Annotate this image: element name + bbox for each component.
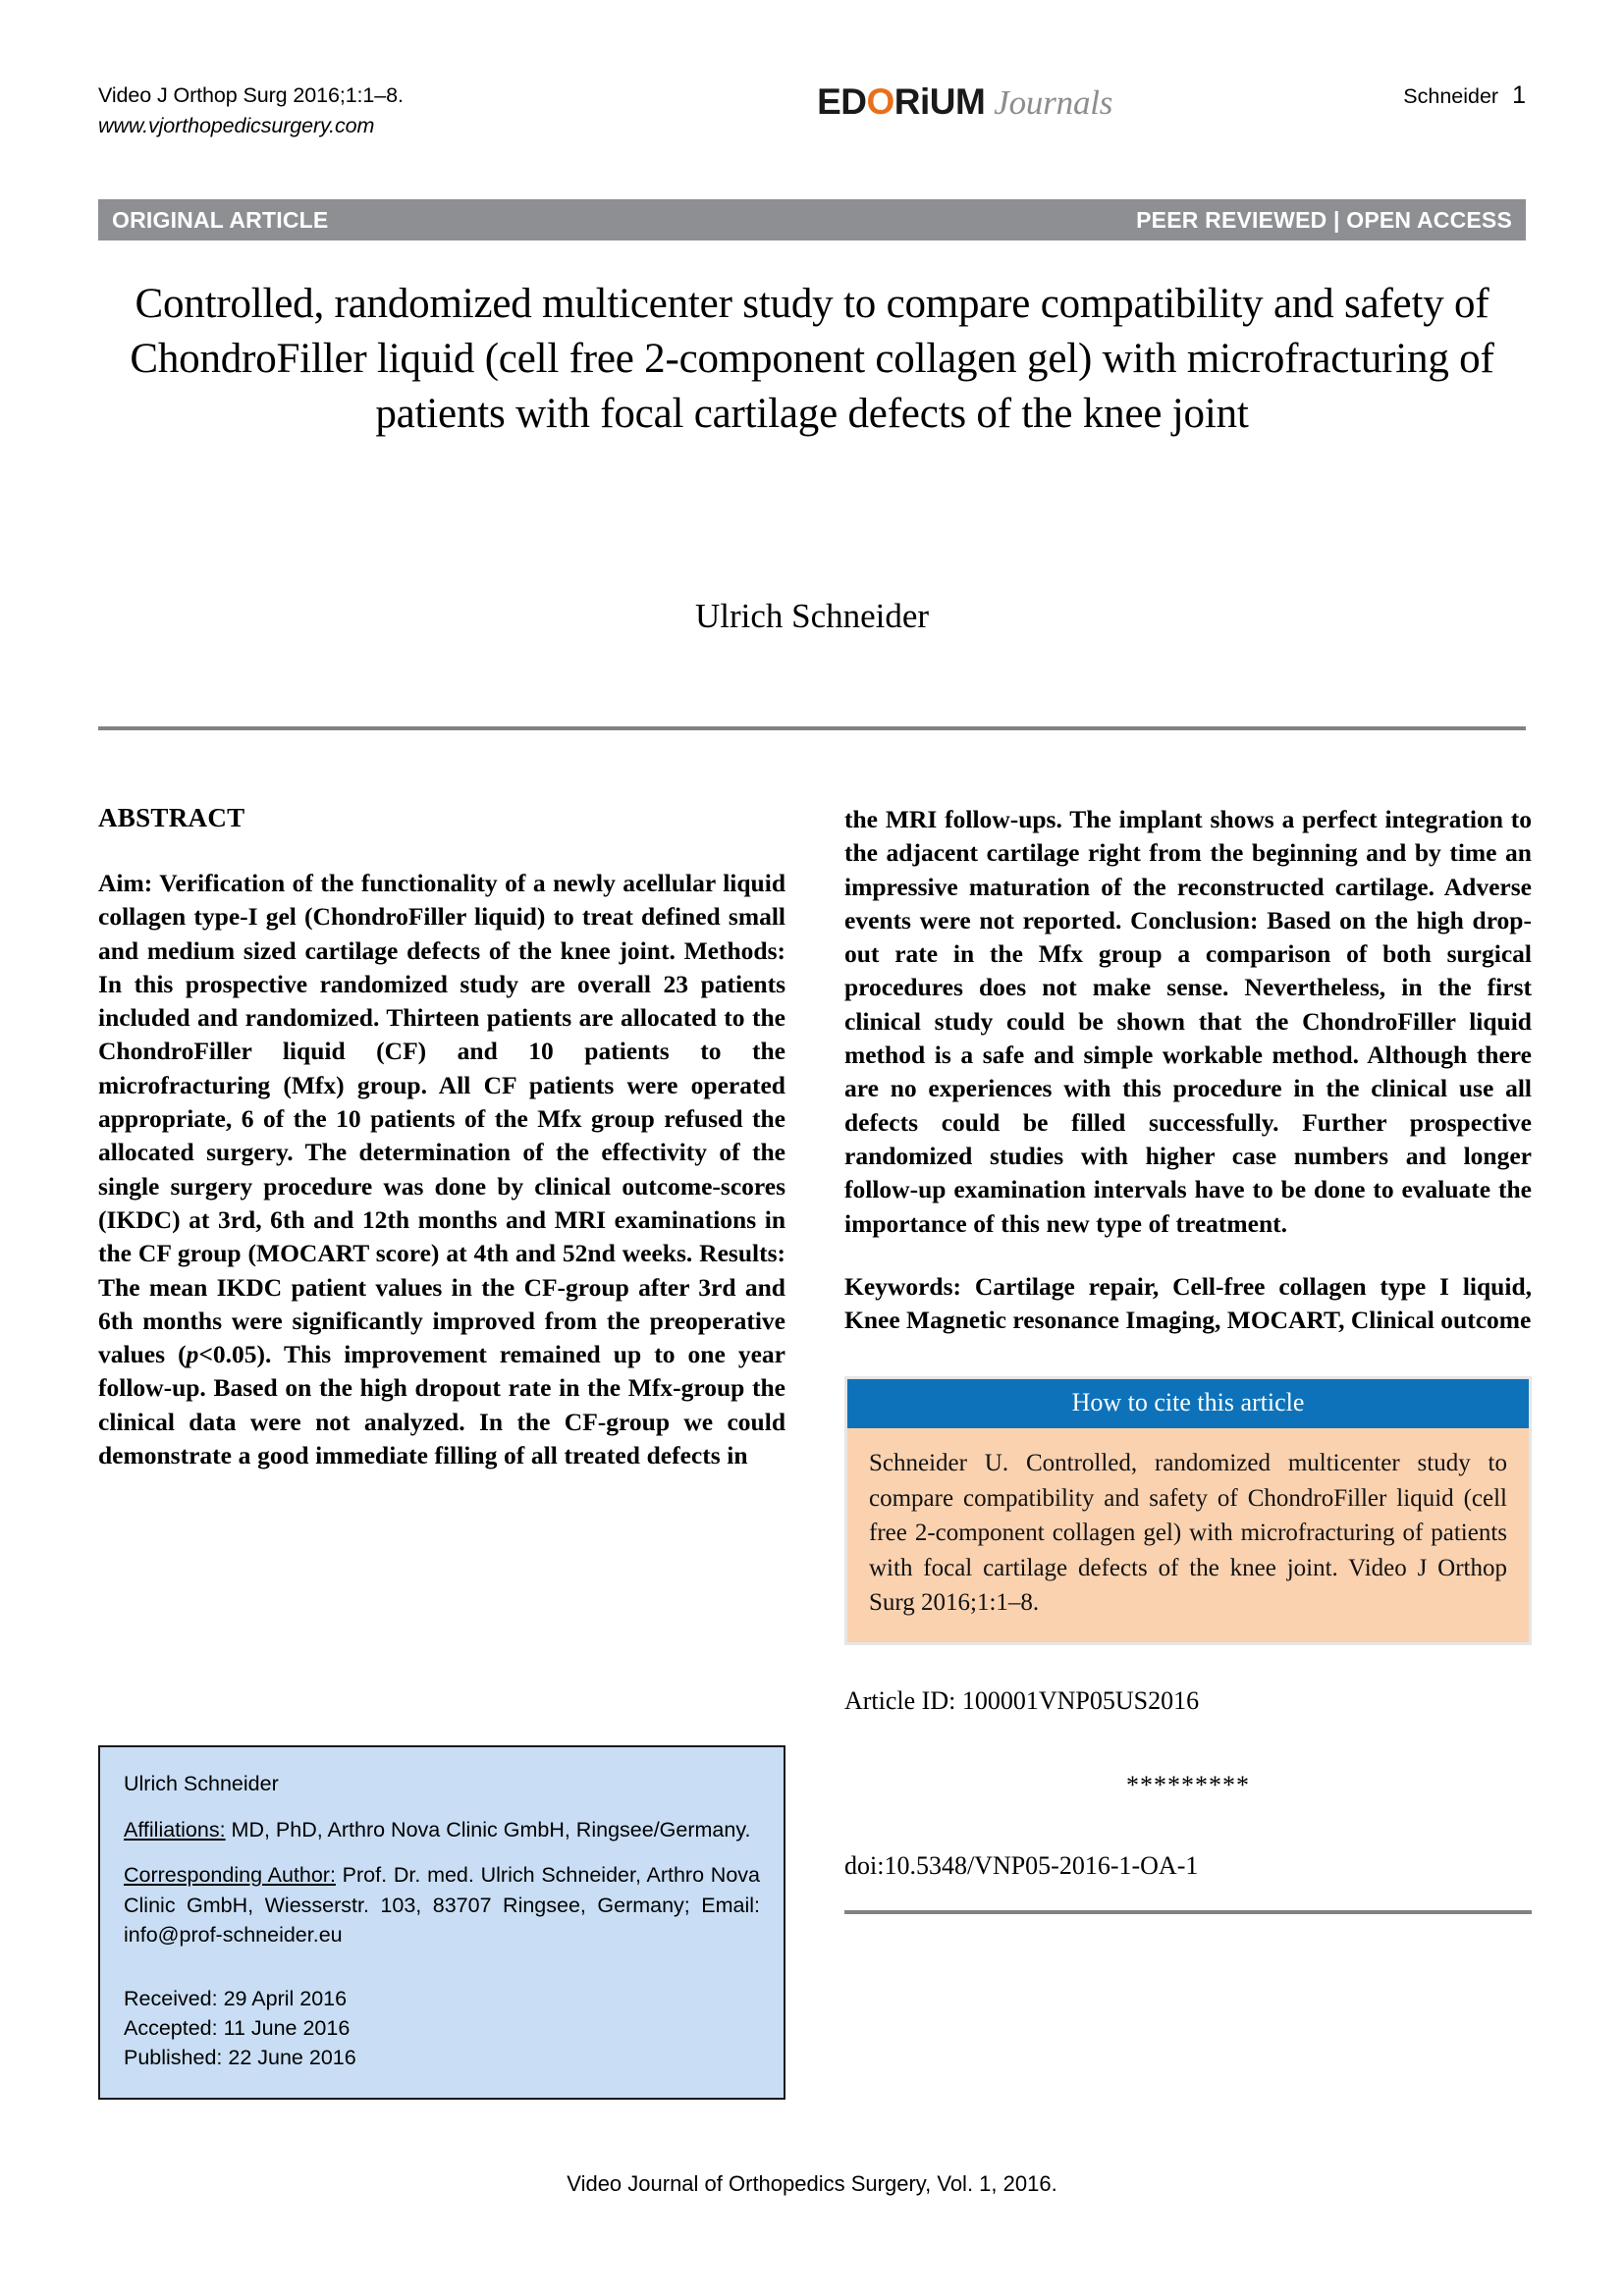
- logo-journals-text: Journals: [994, 83, 1113, 122]
- abstract-text-left: [98, 867, 785, 1472]
- abstract-text-right: the MRI follow-ups. The implant shows a perfect integration to the adjacent cartilage right from the beginning and by time an impressive maturation of the reconstructed cartilage. Adverse events were not reported. Conclusion: Based on the high drop-out rate in the Mfx group a comparison of both surgical procedures does not make sense. Nevertheless, in the first clinical study could be shown that the ChondroFiller liquid method is a safe and simple workable method. Although there are no experiences with this procedure in the clinical use all defects could be filled successfully. Further prospective randomized studies with higher case numbers and longer follow-up examination intervals have to be done to evaluate the importance of this new type of treatment.: [844, 805, 1532, 1238]
- running-head-left: [98, 80, 550, 140]
- corresponding-author-label: Corresponding Author:: [124, 1863, 336, 1888]
- affiliations-value: MD, PhD, Arthro Nova Clinic GmbH, Ringsee/Germany.: [225, 1817, 751, 1842]
- article-type-banner: [98, 199, 1526, 240]
- author-box-name: Ulrich Schneider: [124, 1772, 279, 1795]
- edorium-journals-logo: [817, 81, 1112, 123]
- abstract-part-1: Aim: Verification of the functionality of a newly acellular liquid collagen type-I gel (ChondroFiller liquid) to treat defined small and medium sized cartilage defects of the knee joint. Methods: In this prospective randomized study are overall 23 patients included and randomized. Thirteen patients are allocated to the ChondroFiller liquid (CF) and 10 patients to the microfracturing (Mfx) group. All CF patients were operated appropriate, 6 of the 10 patients of the Mfx group refused the allocated surgery. The determination of the effectivity of the single surgery procedure was done by clinical outcome-scores (IKDC) at 3rd, 6th and 12th months and MRI examinations in the CF group (MOCART score) at 4th and 52nd weeks. Results: The mean IKDC patient values in the CF-group after 3rd and 6th months were significantly improved from the preoperative values (: [98, 869, 785, 1369]
- asterisk-separator: *********: [1126, 1770, 1250, 1799]
- doi-text[interactable]: [844, 1851, 1532, 1881]
- header-divider-rule: [98, 726, 1526, 730]
- abstract-column-right: [844, 803, 1532, 1914]
- article-author: Ulrich Schneider: [694, 597, 930, 635]
- journal-citation-line: Video J Orthop Surg 2016;1:1–8.: [98, 83, 404, 107]
- author-box-corresponding: [124, 1860, 760, 1950]
- author-info-box: [98, 1745, 785, 2100]
- logo-accent-letter: O: [866, 81, 894, 122]
- how-to-cite-box: [844, 1376, 1532, 1645]
- logo-wordmark: [817, 81, 985, 123]
- author-box-affiliations: [124, 1815, 760, 1845]
- banner-access-status: PEER REVIEWED | OPEN ACCESS: [1136, 206, 1512, 233]
- affiliations-label: Affiliations:: [124, 1817, 226, 1842]
- logo-text-before: ED: [817, 81, 867, 122]
- date-received: Received: 29 April 2016: [124, 1986, 348, 2010]
- footer-divider-rule: [844, 1910, 1532, 1914]
- banner-article-type: ORIGINAL ARTICLE: [112, 206, 329, 233]
- running-head-right: [1403, 81, 1526, 110]
- running-head-author: Schneider: [1403, 84, 1499, 108]
- page-number: 1: [1512, 81, 1526, 109]
- publication-dates: [124, 1984, 760, 2072]
- date-accepted: Accepted: 11 June 2016: [124, 2015, 351, 2040]
- doi-label: doi:10.5348/VNP05-2016-1-OA-1: [844, 1850, 1199, 1880]
- journal-website: www.vjorthopedicsurgery.com: [98, 113, 375, 137]
- abstract-p-value-italic: p: [186, 1340, 199, 1369]
- article-id: Article ID: 100001VNP05US2016: [844, 1685, 1200, 1715]
- article-title: Controlled, randomized multicenter study to compare compatibility and safety of ChondroFiller liquid (cell free 2-component collagen gel) with microfracturing of patients with focal cartilage defects of the knee joint: [130, 281, 1494, 437]
- running-head: [98, 80, 1526, 159]
- abstract-part-2: <0.05). This improvement remained up to one year follow-up. Based on the high dropout rate in the Mfx-group the clinical data were not analyzed. In the CF-group we could demonstrate a good immediate filling of all treated defects in: [98, 1340, 786, 1470]
- how-to-cite-body: Schneider U. Controlled, randomized multicenter study to compare compatibility and safety of ChondroFiller liquid (cell free 2-component collagen gel) with microfracturing of patients with focal cartilage defects of the knee joint. Video J Orthop Surg 2016;1:1–8.: [847, 1428, 1529, 1642]
- logo-text-after: RiUM: [893, 81, 986, 122]
- how-to-cite-heading: How to cite this article: [847, 1379, 1529, 1428]
- page-footer: Video Journal of Orthopedics Surgery, Vol. 1, 2016.: [567, 2171, 1057, 2196]
- keywords-text: Keywords: Cartilage repair, Cell-free collagen type I liquid, Knee Magnetic resonance Imaging, MOCART, Clinical outcome: [844, 1271, 1532, 1335]
- abstract-heading: ABSTRACT: [98, 803, 245, 832]
- date-published: Published: 22 June 2016: [124, 2045, 356, 2069]
- abstract-column-left: [98, 803, 785, 1472]
- corresponding-author-value: Prof. Dr. med. Ulrich Schneider, Arthro Nova Clinic GmbH, Wiesserstr. 103, 83707 Ringsee, Germany; Email: info@prof-schneider.eu: [124, 1863, 760, 1948]
